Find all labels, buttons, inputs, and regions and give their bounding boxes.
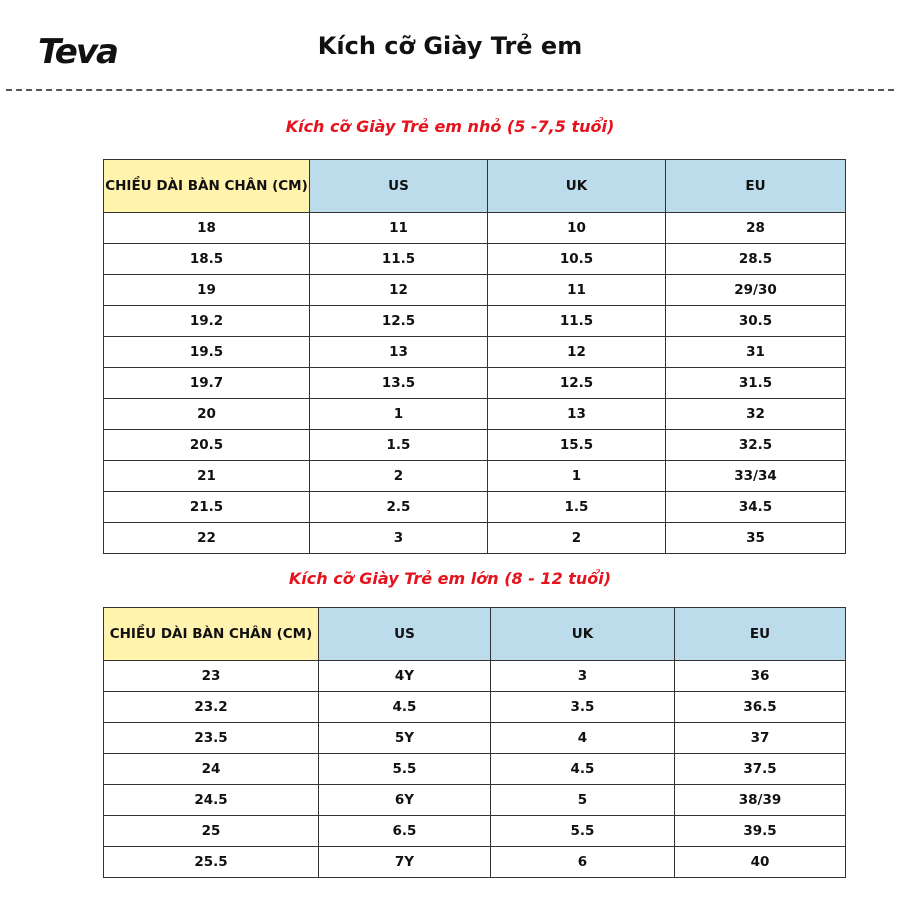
cell-us: 3 bbox=[310, 523, 488, 554]
header-us: US bbox=[319, 608, 491, 661]
page-title: Kích cỡ Giày Trẻ em bbox=[317, 32, 583, 60]
cell-eu: 36 bbox=[675, 661, 846, 692]
cell-us: 2 bbox=[310, 461, 488, 492]
table-row bbox=[104, 430, 846, 461]
cell-us: 4Y bbox=[319, 661, 491, 692]
cell-uk: 5 bbox=[491, 785, 675, 816]
header-uk: UK bbox=[491, 608, 675, 661]
cell-eu: 28.5 bbox=[666, 244, 846, 275]
table-row bbox=[104, 785, 846, 816]
cell-us: 4.5 bbox=[319, 692, 491, 723]
cell-eu: 28 bbox=[666, 213, 846, 244]
cell-eu: 36.5 bbox=[675, 692, 846, 723]
cell-eu: 31 bbox=[666, 337, 846, 368]
cell-uk: 12 bbox=[488, 337, 666, 368]
cell-uk: 13 bbox=[488, 399, 666, 430]
cell-us: 7Y bbox=[319, 847, 491, 878]
cell-eu: 37 bbox=[675, 723, 846, 754]
size-table-big-kids bbox=[103, 607, 846, 878]
section-title-big-kids: Kích cỡ Giày Trẻ em lớn (8 - 12 tuổi) bbox=[288, 569, 612, 588]
table-row bbox=[104, 661, 846, 692]
cell-uk: 4.5 bbox=[491, 754, 675, 785]
cell-uk: 2 bbox=[488, 523, 666, 554]
header-foot-length: CHIỀU DÀI BÀN CHÂN (CM) bbox=[104, 160, 310, 213]
size-table-small-kids bbox=[103, 159, 846, 554]
table-row bbox=[104, 692, 846, 723]
cell-foot-length: 23.2 bbox=[104, 692, 319, 723]
header-uk: UK bbox=[488, 160, 666, 213]
cell-eu: 33/34 bbox=[666, 461, 846, 492]
cell-us: 1 bbox=[310, 399, 488, 430]
cell-foot-length: 21 bbox=[104, 461, 310, 492]
table-row bbox=[104, 723, 846, 754]
header-eu: EU bbox=[666, 160, 846, 213]
cell-eu: 29/30 bbox=[666, 275, 846, 306]
table-row bbox=[104, 213, 846, 244]
cell-uk: 12.5 bbox=[488, 368, 666, 399]
cell-uk: 3 bbox=[491, 661, 675, 692]
cell-us: 6Y bbox=[319, 785, 491, 816]
cell-us: 5Y bbox=[319, 723, 491, 754]
header-foot-length: CHIỀU DÀI BÀN CHÂN (CM) bbox=[104, 608, 319, 661]
table-row bbox=[104, 399, 846, 430]
cell-foot-length: 22 bbox=[104, 523, 310, 554]
cell-foot-length: 18.5 bbox=[104, 244, 310, 275]
cell-eu: 31.5 bbox=[666, 368, 846, 399]
cell-uk: 1 bbox=[488, 461, 666, 492]
teva-logo-text: Teva bbox=[38, 32, 117, 70]
table-header-row bbox=[104, 160, 846, 213]
cell-foot-length: 21.5 bbox=[104, 492, 310, 523]
cell-us: 5.5 bbox=[319, 754, 491, 785]
table-row bbox=[104, 754, 846, 785]
cell-eu: 34.5 bbox=[666, 492, 846, 523]
cell-uk: 4 bbox=[491, 723, 675, 754]
cell-us: 2.5 bbox=[310, 492, 488, 523]
table-row bbox=[104, 461, 846, 492]
table-row bbox=[104, 337, 846, 368]
cell-foot-length: 24.5 bbox=[104, 785, 319, 816]
cell-foot-length: 19.2 bbox=[104, 306, 310, 337]
header-eu: EU bbox=[675, 608, 846, 661]
cell-foot-length: 18 bbox=[104, 213, 310, 244]
cell-us: 12.5 bbox=[310, 306, 488, 337]
cell-us: 11.5 bbox=[310, 244, 488, 275]
cell-foot-length: 23.5 bbox=[104, 723, 319, 754]
cell-uk: 3.5 bbox=[491, 692, 675, 723]
section-title-small-kids: Kích cỡ Giày Trẻ em nhỏ (5 -7,5 tuổi) bbox=[285, 117, 615, 136]
header-us: US bbox=[310, 160, 488, 213]
dashed-divider bbox=[6, 89, 894, 91]
cell-uk: 10.5 bbox=[488, 244, 666, 275]
cell-foot-length: 25.5 bbox=[104, 847, 319, 878]
cell-us: 6.5 bbox=[319, 816, 491, 847]
cell-uk: 5.5 bbox=[491, 816, 675, 847]
cell-uk: 11.5 bbox=[488, 306, 666, 337]
cell-foot-length: 19 bbox=[104, 275, 310, 306]
cell-us: 13.5 bbox=[310, 368, 488, 399]
cell-eu: 35 bbox=[666, 523, 846, 554]
cell-us: 11 bbox=[310, 213, 488, 244]
cell-foot-length: 19.7 bbox=[104, 368, 310, 399]
cell-uk: 10 bbox=[488, 213, 666, 244]
cell-eu: 32.5 bbox=[666, 430, 846, 461]
cell-eu: 39.5 bbox=[675, 816, 846, 847]
cell-foot-length: 25 bbox=[104, 816, 319, 847]
cell-uk: 6 bbox=[491, 847, 675, 878]
table-row bbox=[104, 275, 846, 306]
cell-eu: 37.5 bbox=[675, 754, 846, 785]
table-row bbox=[104, 244, 846, 275]
table-row bbox=[104, 492, 846, 523]
table-row bbox=[104, 523, 846, 554]
cell-us: 12 bbox=[310, 275, 488, 306]
cell-uk: 1.5 bbox=[488, 492, 666, 523]
cell-foot-length: 20 bbox=[104, 399, 310, 430]
cell-uk: 11 bbox=[488, 275, 666, 306]
table-row bbox=[104, 816, 846, 847]
cell-eu: 40 bbox=[675, 847, 846, 878]
cell-foot-length: 20.5 bbox=[104, 430, 310, 461]
cell-eu: 32 bbox=[666, 399, 846, 430]
table-header-row bbox=[104, 608, 846, 661]
table-row bbox=[104, 306, 846, 337]
cell-foot-length: 23 bbox=[104, 661, 319, 692]
cell-foot-length: 19.5 bbox=[104, 337, 310, 368]
cell-foot-length: 24 bbox=[104, 754, 319, 785]
table-row bbox=[104, 368, 846, 399]
cell-uk: 15.5 bbox=[488, 430, 666, 461]
table-row bbox=[104, 847, 846, 878]
cell-us: 1.5 bbox=[310, 430, 488, 461]
cell-eu: 30.5 bbox=[666, 306, 846, 337]
cell-eu: 38/39 bbox=[675, 785, 846, 816]
cell-us: 13 bbox=[310, 337, 488, 368]
